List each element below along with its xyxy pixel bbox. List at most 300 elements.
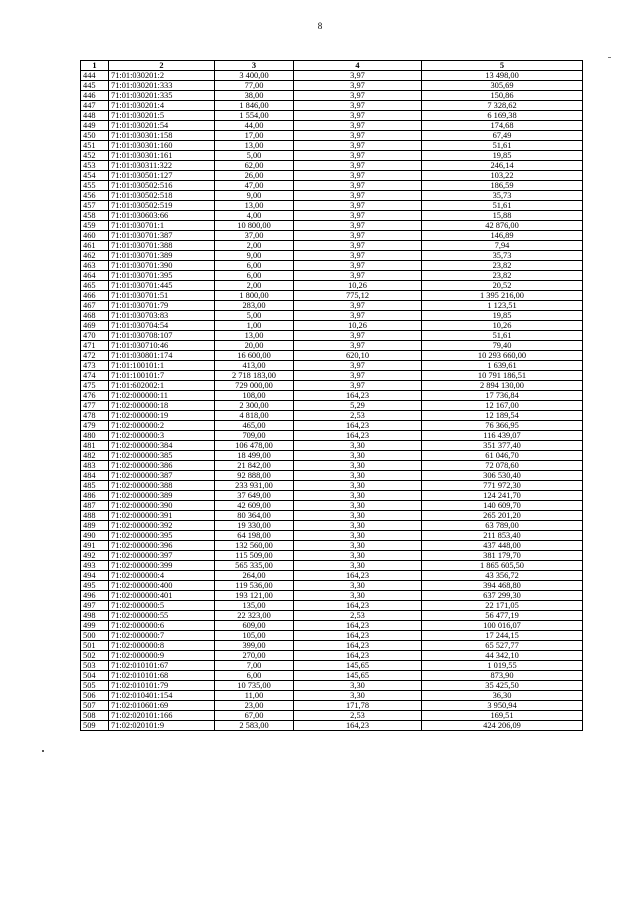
- rate-cell: 3,97: [294, 121, 422, 131]
- rate-cell: 3,97: [294, 141, 422, 151]
- table-row: [81, 391, 583, 401]
- cadastral-number-cell: 71:02:010101:68: [109, 671, 215, 681]
- row-number-cell: 504: [81, 671, 109, 681]
- cadastral-number-cell: 71:02:000000:396: [109, 541, 215, 551]
- rate-cell: 3,30: [294, 691, 422, 701]
- value-cell: 76 366,95: [422, 421, 583, 431]
- table-row: [81, 261, 583, 271]
- area-cell: 13,00: [215, 201, 294, 211]
- rate-cell: 3,30: [294, 541, 422, 551]
- value-cell: 17 244,15: [422, 631, 583, 641]
- rate-cell: 3,97: [294, 91, 422, 101]
- table-row: [81, 231, 583, 241]
- table-row: [81, 611, 583, 621]
- area-cell: 42 609,00: [215, 501, 294, 511]
- row-number-cell: 465: [81, 281, 109, 291]
- value-cell: 10,26: [422, 321, 583, 331]
- scan-artifact: [42, 750, 44, 752]
- cadastral-number-cell: 71:02:000000:2: [109, 421, 215, 431]
- table-row: [81, 151, 583, 161]
- table-row: [81, 71, 583, 81]
- cadastral-number-cell: 71:02:010401:154: [109, 691, 215, 701]
- rate-cell: 3,97: [294, 171, 422, 181]
- rate-cell: 2,53: [294, 611, 422, 621]
- cadastral-number-cell: 71:02:000000:9: [109, 651, 215, 661]
- cadastral-number-cell: 71:02:010101:79: [109, 681, 215, 691]
- rate-cell: 10,26: [294, 321, 422, 331]
- row-number-cell: 492: [81, 551, 109, 561]
- table-row: [81, 721, 583, 731]
- cadastral-number-cell: 71:02:000000:3: [109, 431, 215, 441]
- area-cell: 23,00: [215, 701, 294, 711]
- row-number-cell: 497: [81, 601, 109, 611]
- row-number-cell: 508: [81, 711, 109, 721]
- cadastral-number-cell: 71:01:030201:333: [109, 81, 215, 91]
- row-number-cell: 462: [81, 251, 109, 261]
- table-row: [81, 241, 583, 251]
- value-cell: 437 448,00: [422, 541, 583, 551]
- column-header: 1: [81, 61, 109, 71]
- value-cell: 19,85: [422, 311, 583, 321]
- area-cell: 2 583,00: [215, 721, 294, 731]
- cadastral-number-cell: 71:01:030502:518: [109, 191, 215, 201]
- row-number-cell: 480: [81, 431, 109, 441]
- rate-cell: 3,97: [294, 151, 422, 161]
- cadastral-number-cell: 71:02:000000:386: [109, 461, 215, 471]
- table-row: [81, 81, 583, 91]
- row-number-cell: 482: [81, 451, 109, 461]
- table-row: [81, 161, 583, 171]
- area-cell: 10 735,00: [215, 681, 294, 691]
- cadastral-number-cell: 71:01:030603:66: [109, 211, 215, 221]
- row-number-cell: 503: [81, 661, 109, 671]
- cadastral-number-cell: 71:02:000000:389: [109, 491, 215, 501]
- area-cell: 5,00: [215, 311, 294, 321]
- cadastral-number-cell: 71:01:030301:161: [109, 151, 215, 161]
- row-number-cell: 502: [81, 651, 109, 661]
- area-cell: 92 888,00: [215, 471, 294, 481]
- cadastral-number-cell: 71:01:030704:54: [109, 321, 215, 331]
- cadastral-number-cell: 71:01:100101:1: [109, 361, 215, 371]
- row-number-cell: 461: [81, 241, 109, 251]
- row-number-cell: 444: [81, 71, 109, 81]
- rate-cell: 3,97: [294, 101, 422, 111]
- cadastral-number-cell: 71:02:000000:55: [109, 611, 215, 621]
- cadastral-number-cell: 71:01:030501:127: [109, 171, 215, 181]
- row-number-cell: 446: [81, 91, 109, 101]
- rate-cell: 164,23: [294, 431, 422, 441]
- cadastral-number-cell: 71:01:030701:51: [109, 291, 215, 301]
- rate-cell: 3,30: [294, 591, 422, 601]
- cadastral-number-cell: 71:02:000000:385: [109, 451, 215, 461]
- rate-cell: 3,97: [294, 201, 422, 211]
- cadastral-number-cell: 71:01:030710:46: [109, 341, 215, 351]
- table-row: [81, 371, 583, 381]
- cadastral-number-cell: 71:01:030701:395: [109, 271, 215, 281]
- rate-cell: 3,97: [294, 251, 422, 261]
- row-number-cell: 476: [81, 391, 109, 401]
- value-cell: 72 078,60: [422, 461, 583, 471]
- row-number-cell: 445: [81, 81, 109, 91]
- row-number-cell: 479: [81, 421, 109, 431]
- rate-cell: 3,97: [294, 211, 422, 221]
- cadastral-number-cell: 71:01:030701:1: [109, 221, 215, 231]
- table-row: [81, 251, 583, 261]
- value-cell: 56 477,19: [422, 611, 583, 621]
- rate-cell: 164,23: [294, 421, 422, 431]
- rate-cell: 3,97: [294, 341, 422, 351]
- rate-cell: 3,97: [294, 131, 422, 141]
- area-cell: 19 330,00: [215, 521, 294, 531]
- row-number-cell: 490: [81, 531, 109, 541]
- cadastral-number-cell: 71:01:100101:7: [109, 371, 215, 381]
- rate-cell: 164,23: [294, 621, 422, 631]
- value-cell: 637 299,30: [422, 591, 583, 601]
- row-number-cell: 456: [81, 191, 109, 201]
- cadastral-number-cell: 71:02:000000:7: [109, 631, 215, 641]
- table-row: [81, 591, 583, 601]
- row-number-cell: 505: [81, 681, 109, 691]
- table-row: [81, 691, 583, 701]
- area-cell: 4 818,00: [215, 411, 294, 421]
- cadastral-number-cell: 71:01:030201:335: [109, 91, 215, 101]
- rate-cell: 145,65: [294, 671, 422, 681]
- table-row: [81, 621, 583, 631]
- area-cell: 2 718 183,00: [215, 371, 294, 381]
- value-cell: 67,49: [422, 131, 583, 141]
- area-cell: 20,00: [215, 341, 294, 351]
- row-number-cell: 498: [81, 611, 109, 621]
- table-row: [81, 321, 583, 331]
- rate-cell: 164,23: [294, 631, 422, 641]
- rate-cell: 3,97: [294, 301, 422, 311]
- row-number-cell: 488: [81, 511, 109, 521]
- area-cell: 2,00: [215, 281, 294, 291]
- area-cell: 2 300,00: [215, 401, 294, 411]
- value-cell: 103,22: [422, 171, 583, 181]
- rate-cell: 3,97: [294, 261, 422, 271]
- value-cell: 186,59: [422, 181, 583, 191]
- table-row: [81, 191, 583, 201]
- area-cell: 709,00: [215, 431, 294, 441]
- area-cell: 7,00: [215, 661, 294, 671]
- row-number-cell: 452: [81, 151, 109, 161]
- row-number-cell: 481: [81, 441, 109, 451]
- value-cell: 305,69: [422, 81, 583, 91]
- area-cell: 1,00: [215, 321, 294, 331]
- table-row: [81, 181, 583, 191]
- row-number-cell: 493: [81, 561, 109, 571]
- rate-cell: 3,97: [294, 381, 422, 391]
- value-cell: 23,82: [422, 271, 583, 281]
- table-row: [81, 291, 583, 301]
- area-cell: 13,00: [215, 141, 294, 151]
- cadastral-number-cell: 71:01:602002:1: [109, 381, 215, 391]
- row-number-cell: 466: [81, 291, 109, 301]
- cadastral-number-cell: 71:01:030311:322: [109, 161, 215, 171]
- area-cell: 6,00: [215, 261, 294, 271]
- rate-cell: 775,12: [294, 291, 422, 301]
- table-row: [81, 221, 583, 231]
- cadastral-number-cell: 71:01:030701:389: [109, 251, 215, 261]
- rate-cell: 3,30: [294, 471, 422, 481]
- table-row: [81, 551, 583, 561]
- cadastral-number-cell: 71:02:000000:390: [109, 501, 215, 511]
- value-cell: 20,52: [422, 281, 583, 291]
- cadastral-number-cell: 71:01:030701:390: [109, 261, 215, 271]
- table-row: [81, 481, 583, 491]
- rate-cell: 3,97: [294, 71, 422, 81]
- area-cell: 2,00: [215, 241, 294, 251]
- rate-cell: 164,23: [294, 721, 422, 731]
- area-cell: 399,00: [215, 641, 294, 651]
- value-cell: 140 609,70: [422, 501, 583, 511]
- cadastral-number-cell: 71:01:030703:83: [109, 311, 215, 321]
- row-number-cell: 449: [81, 121, 109, 131]
- value-cell: 211 853,40: [422, 531, 583, 541]
- table-row: [81, 541, 583, 551]
- rate-cell: 3,30: [294, 531, 422, 541]
- area-cell: 9,00: [215, 191, 294, 201]
- value-cell: 12 167,00: [422, 401, 583, 411]
- row-number-cell: 499: [81, 621, 109, 631]
- table-row: [81, 111, 583, 121]
- cadastral-number-cell: 71:01:030701:388: [109, 241, 215, 251]
- value-cell: 51,61: [422, 201, 583, 211]
- rate-cell: 3,97: [294, 111, 422, 121]
- table-row: [81, 411, 583, 421]
- value-cell: 12 189,54: [422, 411, 583, 421]
- cadastral-number-cell: 71:02:000000:401: [109, 591, 215, 601]
- value-cell: 116 439,07: [422, 431, 583, 441]
- row-number-cell: 496: [81, 591, 109, 601]
- table-row: [81, 701, 583, 711]
- area-cell: 465,00: [215, 421, 294, 431]
- area-cell: 67,00: [215, 711, 294, 721]
- row-number-cell: 463: [81, 261, 109, 271]
- table-row: [81, 271, 583, 281]
- cadastral-number-cell: 71:02:000000:18: [109, 401, 215, 411]
- area-cell: 3 400,00: [215, 71, 294, 81]
- value-cell: 15,88: [422, 211, 583, 221]
- value-cell: 63 789,00: [422, 521, 583, 531]
- table-row: [81, 441, 583, 451]
- rate-cell: 3,97: [294, 181, 422, 191]
- cadastral-number-cell: 71:02:000000:11: [109, 391, 215, 401]
- table-header-row: [81, 61, 583, 71]
- value-cell: 1 639,61: [422, 361, 583, 371]
- value-cell: 17 736,84: [422, 391, 583, 401]
- area-cell: 17,00: [215, 131, 294, 141]
- rate-cell: 3,97: [294, 361, 422, 371]
- cadastral-value-table: [80, 60, 583, 731]
- row-number-cell: 471: [81, 341, 109, 351]
- cadastral-number-cell: 71:02:000000:392: [109, 521, 215, 531]
- area-cell: 132 560,00: [215, 541, 294, 551]
- table-row: [81, 581, 583, 591]
- value-cell: 35,73: [422, 191, 583, 201]
- area-cell: 565 335,00: [215, 561, 294, 571]
- area-cell: 37,00: [215, 231, 294, 241]
- cadastral-number-cell: 71:02:000000:391: [109, 511, 215, 521]
- area-cell: 9,00: [215, 251, 294, 261]
- cadastral-number-cell: 71:02:000000:384: [109, 441, 215, 451]
- table-row: [81, 101, 583, 111]
- row-number-cell: 470: [81, 331, 109, 341]
- value-cell: 6 169,38: [422, 111, 583, 121]
- table-row: [81, 301, 583, 311]
- row-number-cell: 506: [81, 691, 109, 701]
- area-cell: 37 649,00: [215, 491, 294, 501]
- area-cell: 6,00: [215, 271, 294, 281]
- rate-cell: 3,30: [294, 561, 422, 571]
- area-cell: 105,00: [215, 631, 294, 641]
- row-number-cell: 469: [81, 321, 109, 331]
- value-cell: 351 377,40: [422, 441, 583, 451]
- value-cell: 246,14: [422, 161, 583, 171]
- area-cell: 77,00: [215, 81, 294, 91]
- area-cell: 135,00: [215, 601, 294, 611]
- row-number-cell: 483: [81, 461, 109, 471]
- rate-cell: 3,97: [294, 221, 422, 231]
- row-number-cell: 484: [81, 471, 109, 481]
- area-cell: 44,00: [215, 121, 294, 131]
- area-cell: 21 842,00: [215, 461, 294, 471]
- row-number-cell: 500: [81, 631, 109, 641]
- table-row: [81, 511, 583, 521]
- value-cell: 2 894 130,00: [422, 381, 583, 391]
- area-cell: 108,00: [215, 391, 294, 401]
- row-number-cell: 477: [81, 401, 109, 411]
- table-row: [81, 631, 583, 641]
- area-cell: 13,00: [215, 331, 294, 341]
- row-number-cell: 501: [81, 641, 109, 651]
- rate-cell: 3,30: [294, 441, 422, 451]
- value-cell: 394 468,80: [422, 581, 583, 591]
- cadastral-number-cell: 71:01:030701:445: [109, 281, 215, 291]
- table-row: [81, 211, 583, 221]
- table-row: [81, 421, 583, 431]
- rate-cell: 2,53: [294, 411, 422, 421]
- area-cell: 233 931,00: [215, 481, 294, 491]
- rate-cell: 164,23: [294, 641, 422, 651]
- area-cell: 6,00: [215, 671, 294, 681]
- row-number-cell: 491: [81, 541, 109, 551]
- cadastral-number-cell: 71:02:000000:400: [109, 581, 215, 591]
- row-number-cell: 453: [81, 161, 109, 171]
- table-row: [81, 341, 583, 351]
- table-row: [81, 681, 583, 691]
- rate-cell: 3,30: [294, 451, 422, 461]
- table-row: [81, 501, 583, 511]
- column-header: 4: [294, 61, 422, 71]
- table-row: [81, 201, 583, 211]
- table-row: [81, 491, 583, 501]
- rate-cell: 3,97: [294, 331, 422, 341]
- value-cell: 265 201,20: [422, 511, 583, 521]
- value-cell: 61 046,70: [422, 451, 583, 461]
- value-cell: 3 950,94: [422, 701, 583, 711]
- table-row: [81, 171, 583, 181]
- value-cell: 22 171,05: [422, 601, 583, 611]
- table-row: [81, 661, 583, 671]
- area-cell: 26,00: [215, 171, 294, 181]
- row-number-cell: 474: [81, 371, 109, 381]
- cadastral-number-cell: 71:01:030502:519: [109, 201, 215, 211]
- cadastral-number-cell: 71:01:030201:2: [109, 71, 215, 81]
- value-cell: 35 425,50: [422, 681, 583, 691]
- table-row: [81, 121, 583, 131]
- row-number-cell: 460: [81, 231, 109, 241]
- cadastral-number-cell: 71:01:030201:4: [109, 101, 215, 111]
- cadastral-number-cell: 71:01:030301:160: [109, 141, 215, 151]
- row-number-cell: 450: [81, 131, 109, 141]
- row-number-cell: 486: [81, 491, 109, 501]
- area-cell: 11,00: [215, 691, 294, 701]
- rate-cell: 3,97: [294, 311, 422, 321]
- value-cell: 1 019,55: [422, 661, 583, 671]
- cadastral-number-cell: 71:01:030701:79: [109, 301, 215, 311]
- table-row: [81, 561, 583, 571]
- cadastral-number-cell: 71:02:000000:8: [109, 641, 215, 651]
- cadastral-number-cell: 71:01:030201:54: [109, 121, 215, 131]
- row-number-cell: 495: [81, 581, 109, 591]
- row-number-cell: 485: [81, 481, 109, 491]
- row-number-cell: 454: [81, 171, 109, 181]
- area-cell: 47,00: [215, 181, 294, 191]
- rate-cell: 3,30: [294, 681, 422, 691]
- area-cell: 264,00: [215, 571, 294, 581]
- value-cell: 146,89: [422, 231, 583, 241]
- cadastral-number-cell: 71:02:010601:69: [109, 701, 215, 711]
- cadastral-number-cell: 71:01:030801:174: [109, 351, 215, 361]
- rate-cell: 3,30: [294, 511, 422, 521]
- table-row: [81, 361, 583, 371]
- table-row: [81, 531, 583, 541]
- table-row: [81, 381, 583, 391]
- rate-cell: 2,53: [294, 711, 422, 721]
- scan-artifact: [608, 57, 611, 58]
- area-cell: 16 600,00: [215, 351, 294, 361]
- area-cell: 1 800,00: [215, 291, 294, 301]
- row-number-cell: 447: [81, 101, 109, 111]
- value-cell: 65 527,77: [422, 641, 583, 651]
- row-number-cell: 457: [81, 201, 109, 211]
- row-number-cell: 451: [81, 141, 109, 151]
- table-row: [81, 281, 583, 291]
- area-cell: 1 846,00: [215, 101, 294, 111]
- cadastral-number-cell: 71:02:000000:387: [109, 471, 215, 481]
- row-number-cell: 473: [81, 361, 109, 371]
- area-cell: 115 509,00: [215, 551, 294, 561]
- table-row: [81, 461, 583, 471]
- area-cell: 609,00: [215, 621, 294, 631]
- row-number-cell: 448: [81, 111, 109, 121]
- cadastral-number-cell: 71:02:000000:6: [109, 621, 215, 631]
- rate-cell: 3,30: [294, 461, 422, 471]
- row-number-cell: 468: [81, 311, 109, 321]
- row-number-cell: 472: [81, 351, 109, 361]
- row-number-cell: 509: [81, 721, 109, 731]
- rate-cell: 3,30: [294, 551, 422, 561]
- rate-cell: 10,26: [294, 281, 422, 291]
- cadastral-number-cell: 71:02:020101:166: [109, 711, 215, 721]
- area-cell: 5,00: [215, 151, 294, 161]
- value-cell: 13 498,00: [422, 71, 583, 81]
- rate-cell: 164,23: [294, 651, 422, 661]
- value-cell: 424 206,09: [422, 721, 583, 731]
- value-cell: 150,86: [422, 91, 583, 101]
